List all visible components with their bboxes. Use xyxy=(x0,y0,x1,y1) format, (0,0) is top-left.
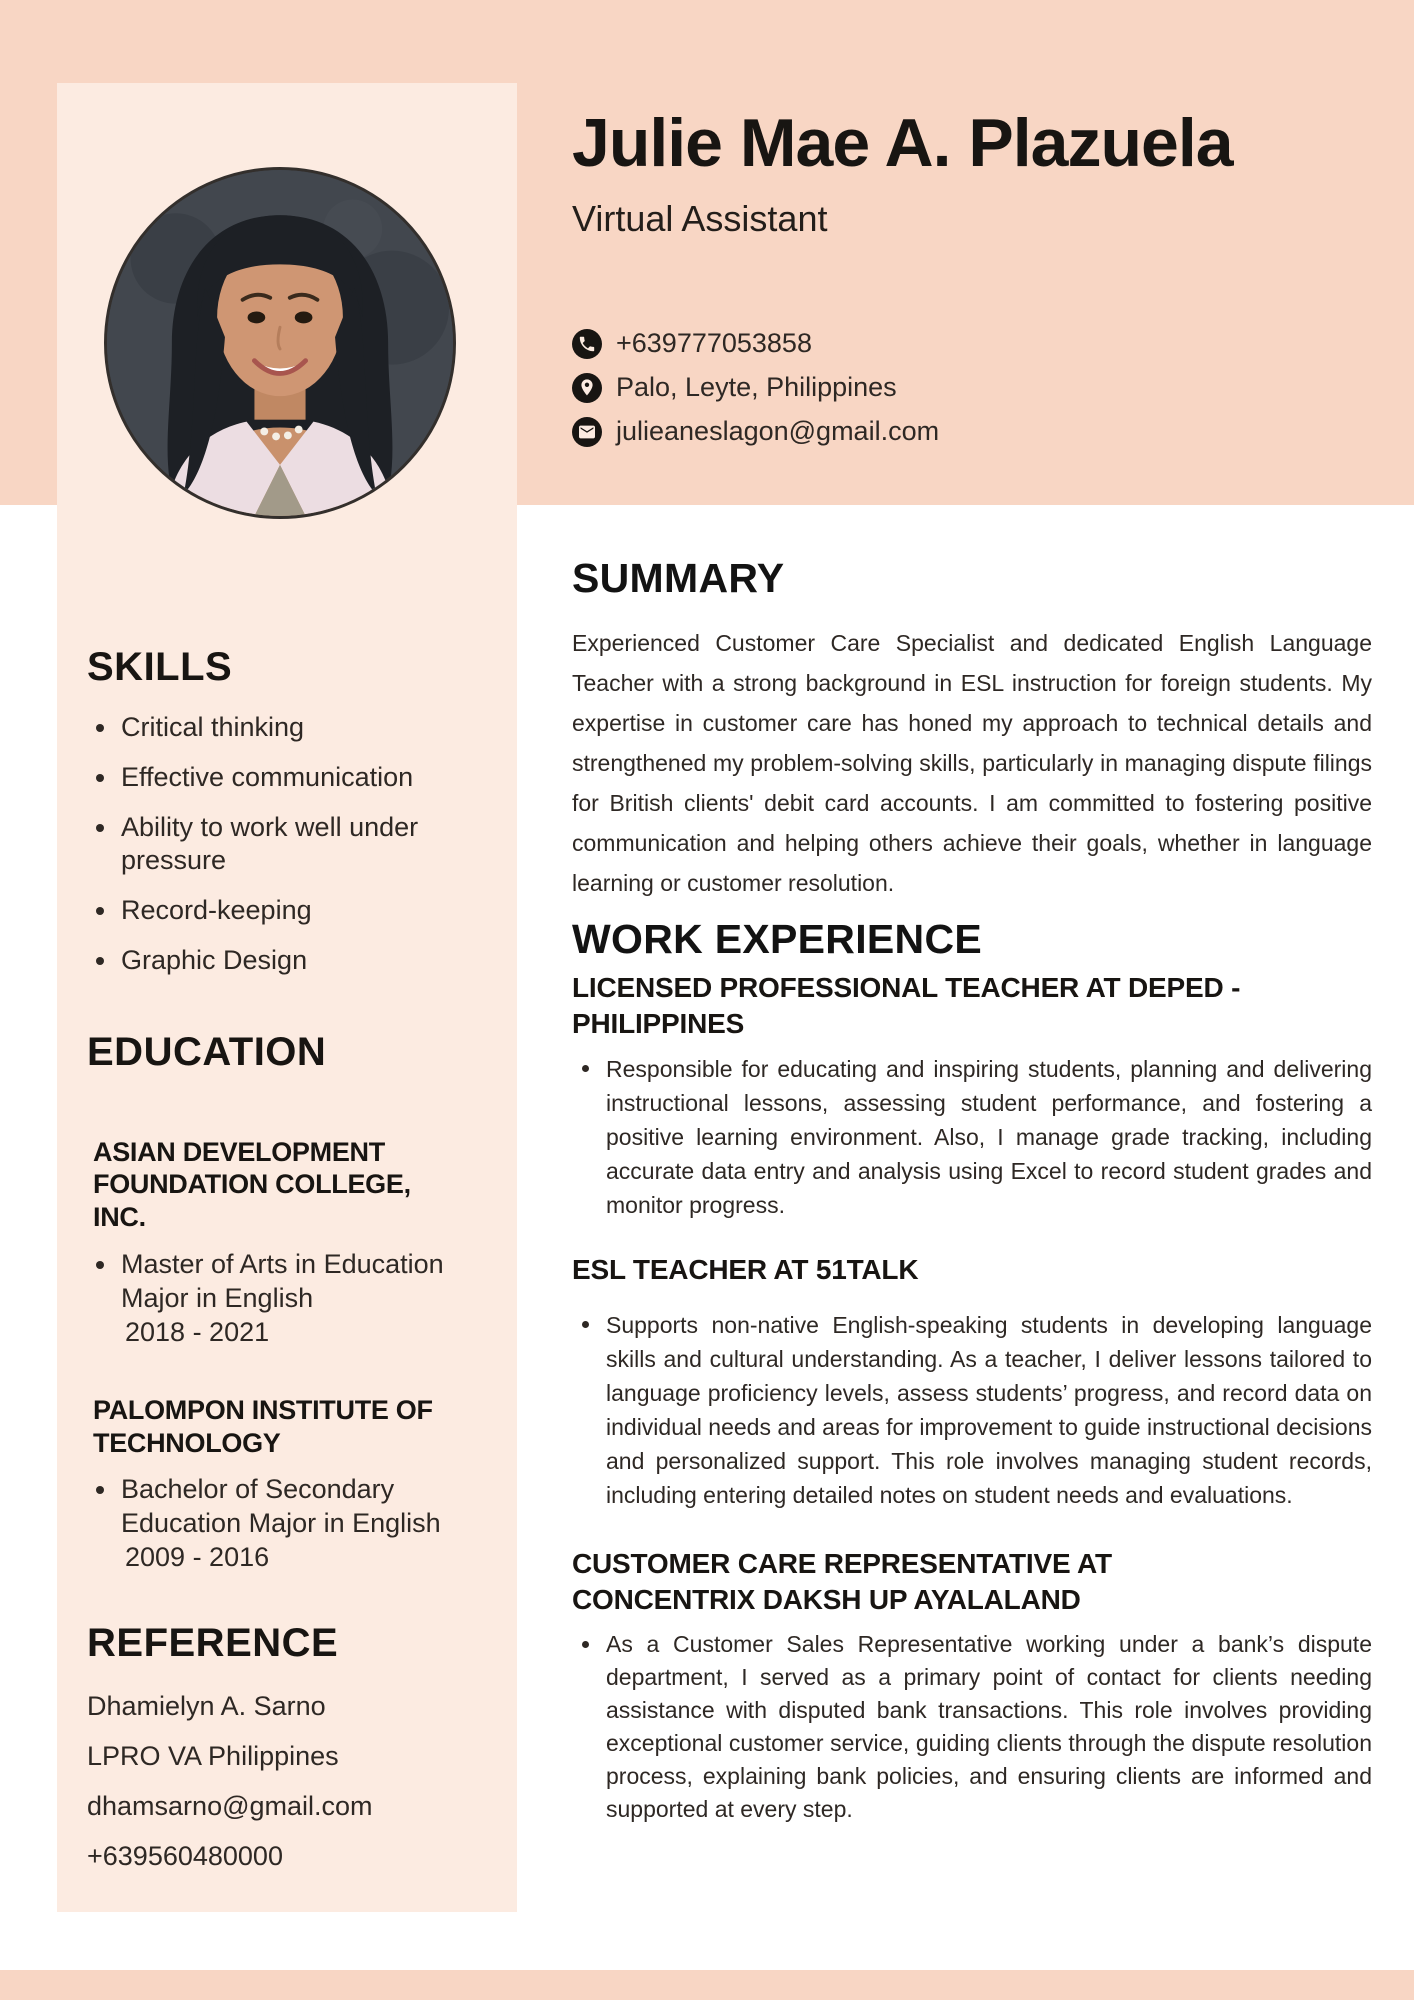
contact-email xyxy=(572,416,1382,447)
phone-icon xyxy=(572,329,602,359)
contact-location xyxy=(572,372,1382,403)
reference-phone: +639560480000 xyxy=(87,1840,283,1871)
reference-heading: REFERENCE xyxy=(87,1620,339,1665)
contact-list xyxy=(572,328,1382,447)
job-heading: CUSTOMER CARE REPRESENTATIVE AT CONCENTRIX DAKSH UP AYALALAND xyxy=(572,1548,1112,1616)
school-name: ASIAN DEVELOPMENT FOUNDATION COLLEGE, INC. xyxy=(93,1136,411,1233)
degree-text: Bachelor of Secondary Education Major in English xyxy=(121,1474,441,1539)
school-name: PALOMPON INSTITUTE OF TECHNOLOGY xyxy=(93,1394,433,1458)
job-description: Supports non-native English-speaking students in developing language skills and cultural understanding. As a teacher, I deliver lessons tailored to language proficiency levels, assess students’ progress, and record data on individual needs and areas for improvement to guide instructional decisions and personalized support. This role involves managing student records, including entering detailed notes on student needs and evaluations. xyxy=(572,1308,1372,1512)
degree-years: 2018 - 2021 xyxy=(125,1316,270,1347)
phone-value: +639777053858 xyxy=(616,328,812,359)
reference-company: LPRO VA Philippines xyxy=(87,1740,339,1771)
main-content xyxy=(572,556,1372,1826)
profile-photo-illustration xyxy=(107,170,453,516)
summary-heading: SUMMARY xyxy=(572,555,785,601)
sidebar xyxy=(87,645,482,1887)
reference-email: dhamsarno@gmail.com xyxy=(87,1790,373,1821)
degree-item xyxy=(87,1248,479,1349)
job-description: Responsible for educating and inspiring students, planning and delivering instructional lessons, assessing student performance, and fostering a positive learning environment. Also, I manage grade tracking, including accurate data entry and analysis using Excel to record student grades and monitor progress. xyxy=(572,1052,1372,1222)
profile-photo xyxy=(104,167,456,519)
job-heading: LICENSED PROFESSIONAL TEACHER AT DEPED - PHILIPPINES xyxy=(572,972,1241,1040)
education-detail-list xyxy=(87,1248,482,1349)
skill-item: Ability to work well under pressure xyxy=(87,811,437,879)
skill-item: Effective communication xyxy=(87,761,437,795)
person-role: Virtual Assistant xyxy=(572,198,828,240)
summary-paragraph: Experienced Customer Care Specialist and dedicated English Language Teacher with a strong background in ESL instruction for foreign students. My expertise in customer care has honed my approach to technical details and strengthened my problem-solving skills, particularly in managing dispute filings for British clients' debit card accounts. I am committed to fostering positive communication and helping others achieve their goals, whether in language learning or customer resolution. xyxy=(572,630,1372,897)
job-heading: ESL TEACHER AT 51TALK xyxy=(572,1254,919,1286)
location-value: Palo, Leyte, Philippines xyxy=(616,372,897,403)
work-experience-heading: WORK EXPERIENCE xyxy=(572,916,982,963)
skill-item: Graphic Design xyxy=(87,944,437,978)
education-heading: EDUCATION xyxy=(87,1029,327,1074)
location-icon xyxy=(572,373,602,403)
job-description: As a Customer Sales Representative working under a bank’s dispute department, I served as a primary point of contact for clients needing assistance with disputed bank transactions. This role involves providing exceptional customer service, guiding clients through the dispute resolution process, explaining bank policies, and ensuring clients are informed and supported at every step. xyxy=(572,1628,1372,1826)
footer-peach-band xyxy=(0,1970,1414,2000)
skills-list xyxy=(87,711,482,978)
education-entry xyxy=(87,1394,482,1575)
education-detail-list xyxy=(87,1473,482,1574)
degree-years: 2009 - 2016 xyxy=(125,1541,270,1572)
contact-phone xyxy=(572,328,1382,359)
degree-text: Master of Arts in Education Major in English xyxy=(121,1249,444,1314)
email-value: julieaneslagon@gmail.com xyxy=(616,416,940,447)
reference-name: Dhamielyn A. Sarno xyxy=(87,1690,326,1721)
skill-item: Critical thinking xyxy=(87,711,437,745)
degree-item xyxy=(87,1473,479,1574)
email-icon xyxy=(572,417,602,447)
skills-heading: SKILLS xyxy=(87,645,233,689)
skill-item: Record-keeping xyxy=(87,894,437,928)
reference-block xyxy=(87,1687,482,1877)
education-entry xyxy=(87,1136,482,1350)
person-name: Julie Mae A. Plazuela xyxy=(572,105,1233,181)
header xyxy=(572,104,1382,447)
